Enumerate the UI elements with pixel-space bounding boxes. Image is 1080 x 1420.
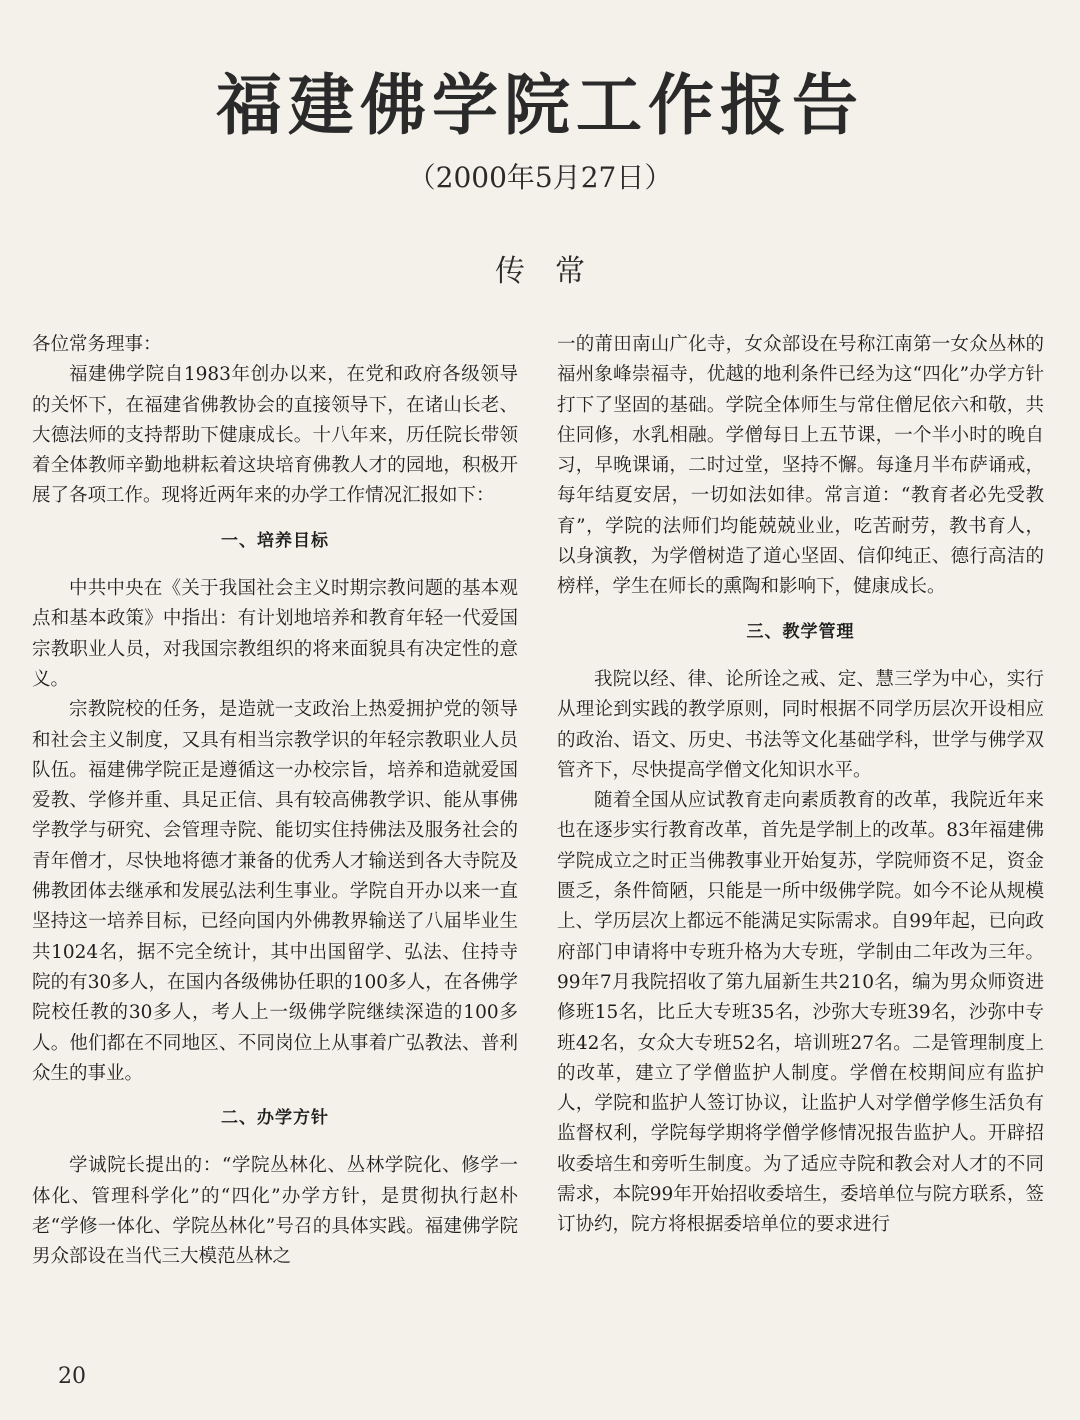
right-column (557, 330, 1044, 1241)
paragraph-teaching-2: 随着全国从应试教育走向素质教育的改革，我院近年来也在逐步实行教育改革，首先是学制上的改革。83年福建佛学院成立之时正当佛教事业开始复苏，学院师资不足，资金匮乏，条件简陋，只能是一所中级佛学院。如今不论从规模上、学历层次上都远不能满足实际需求。自99年起，已向政府部门申请将中专班升格为大专班，学制由二年改为三年。99年7月我院招收了第九届新生共210名，编为男众师资进修班15名，比丘大专班35名，沙弥大专班39名，沙弥中专班42名，女众大专班52名，培训班27名。二是管理制度上的改革，建立了学僧监护人制度。学僧在校期间应有监护人，学院和监护人签订协议，让监护人对学僧学修生活负有监督权利，学院每学期将学僧学修情况报告监护人。开辟招收委培生和旁听生制度。为了适应寺院和教会对人才的不同需求，本院99年开始招收委培生，委培单位与院方联系，签订协约，院方将根据委培单位的要求进行 (557, 790, 1044, 1236)
section-heading-goals: 一、培养目标 (221, 530, 329, 551)
paragraph-teaching-1: 我院以经、律、论所诠之戒、定、慧三学为中心，实行从理论到实践的教学原则，同时根据不同学历层次开设相应的政治、语文、历史、书法等文化基础学科，世学与佛学双管齐下，尽快提高学僧文化知识水平。 (557, 668, 1044, 781)
section-heading-teaching: 三、教学管理 (746, 621, 855, 642)
paragraph-policy-1: 学诚院长提出的：“学院丛林化、丛林学院化、修学一体化、管理科学化”的“四化”办学方针，是贯彻执行赵朴老“学修一体化、学院丛林化”号召的具体实践。福建佛学院男众部设在当代三大模范丛林之 (32, 1155, 518, 1268)
paragraph-intro: 福建佛学院自1983年创办以来，在党和政府各级领导的关怀下，在福建省佛教协会的直接领导下，在诸山长老、大德法师的支持帮助下健康成长。十八年来，历任院长带领着全体教师辛勤地耕耘着这块培育佛教人才的园地，积极开展了各项工作。现将近两年来的办学工作情况汇报如下： (32, 364, 518, 507)
report-date: （2000年5月27日） (407, 161, 673, 194)
salutation: 各位常务理事： (32, 334, 162, 355)
section-heading-policy: 二、办学方针 (221, 1108, 329, 1129)
report-author: 传常 (495, 254, 615, 289)
paragraph-goals-1: 中共中央在《关于我国社会主义时期宗教问题的基本观点和基本政策》中指出：有计划地培养和教育年轻一代爱国宗教职业人员，对我国宗教组织的将来面貌具有决定性的意义。 (32, 578, 518, 690)
left-column (32, 330, 518, 1273)
paragraph-goals-2: 宗教院校的任务，是造就一支政治上热爱拥护党的领导和社会主义制度，又具有相当宗教学识的年轻宗教职业人员队伍。福建佛学院正是遵循这一办校宗旨，培养和造就爱国爱教、学修并重、具足正信、具有较高佛教学识、能从事佛学教学与研究、会管理寺院、能切实住持佛法及服务社会的青年僧才，尽快地将德才兼备的优秀人才输送到各大寺院及佛教团体去继承和发展弘法利生事业。学院自开办以来一直坚持这一培养目标，已经向国内外佛教界输送了八届毕业生共1024名，据不完全统计，其中出国留学、弘法、住持寺院的有30多人，在国内各级佛协任职的100多人，在各佛学院校任教的30多人，考人上一级佛学院继续深造的100多人。他们都在不同地区、不同岗位上从事着广弘教法、普利众生的事业。 (32, 699, 518, 1084)
page-number: 20 (58, 1364, 86, 1389)
paragraph-policy-continued: 一的莆田南山广化寺，女众部设在号称江南第一女众丛林的福州象峰崇福寺，优越的地利条件已经为这“四化”办学方针打下了坚固的基础。学院全体师生与常住僧尼依六和敬，共住同修，水乳相融。学僧每日上五节课，一个半小时的晚自习，早晚课诵，二时过堂，坚持不懈。每逢月半布萨诵戒，每年结夏安居，一切如法如律。常言道：“教育者必先受教育”，学院的法师们均能兢兢业业，吃苦耐劳，教书育人，以身演教，为学僧树造了道心坚固、信仰纯正、德行高洁的榜样，学生在师长的熏陶和影响下，健康成长。 (557, 334, 1044, 598)
report-title: 福建佛学院工作报告 (216, 67, 864, 144)
